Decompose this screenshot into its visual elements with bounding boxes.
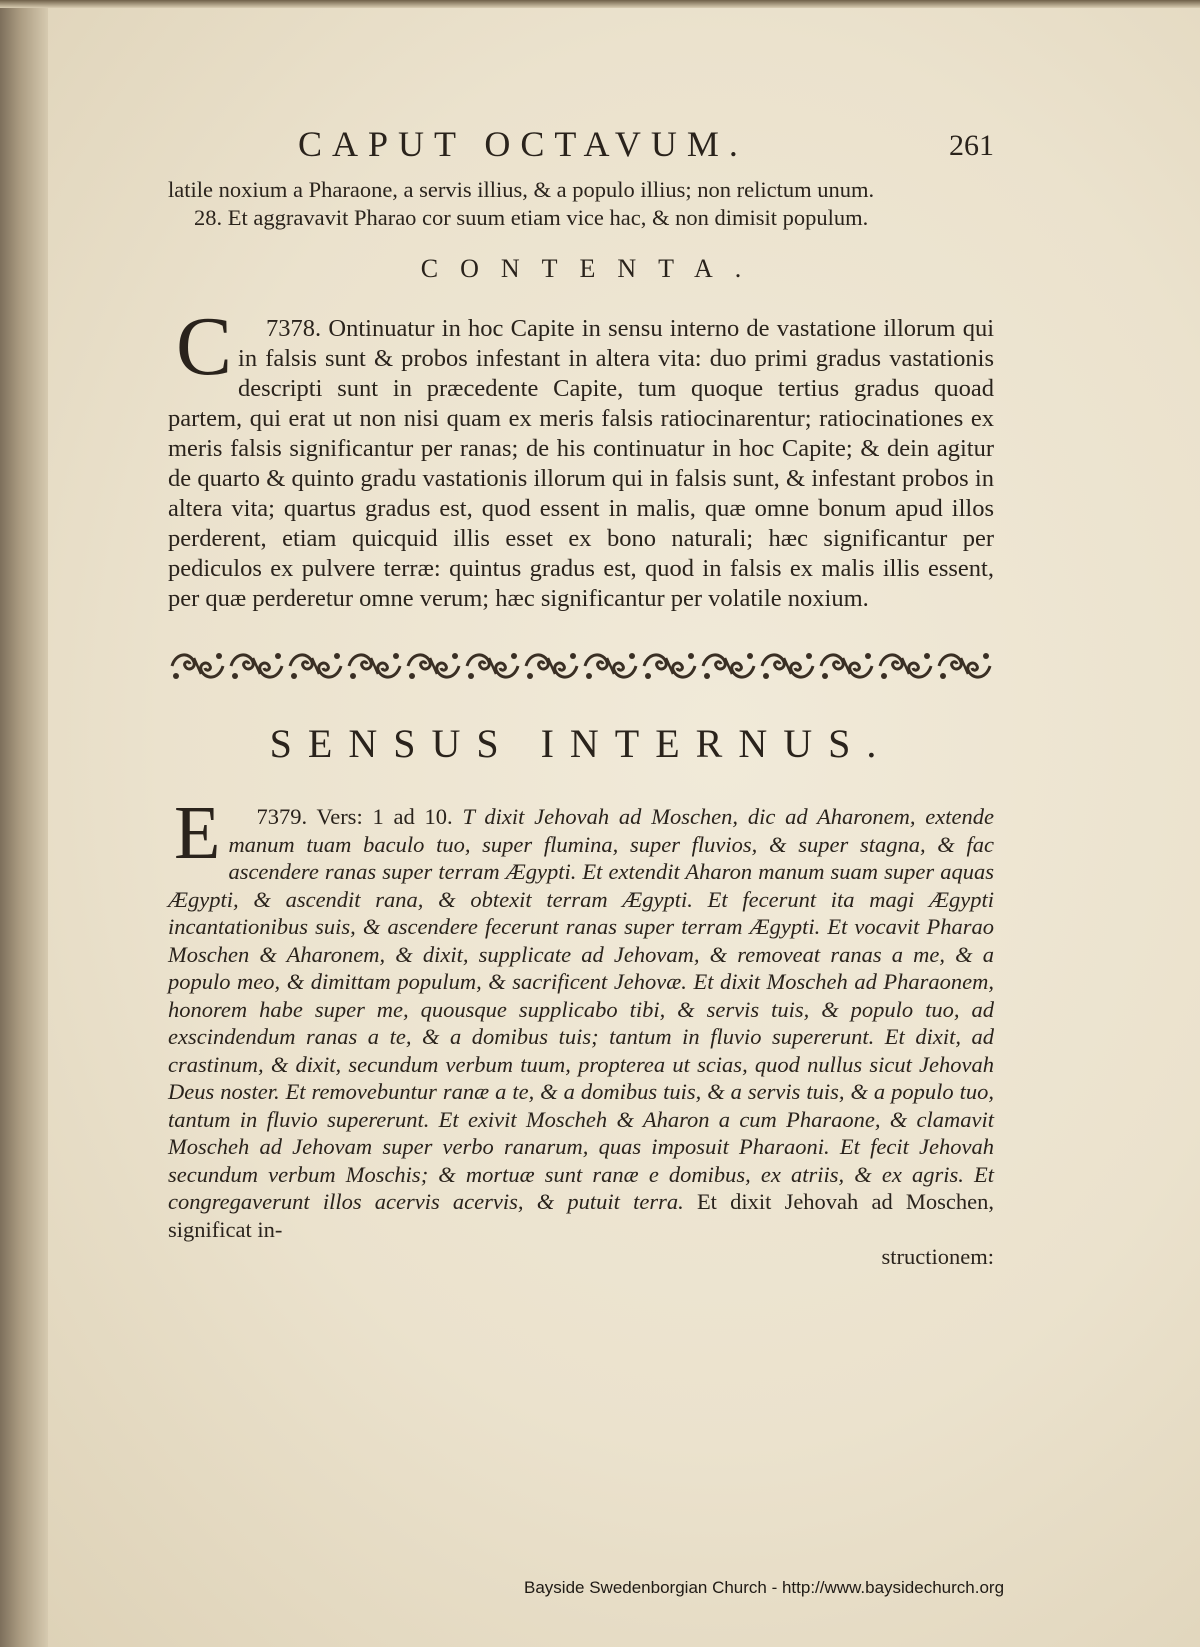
paragraph-number: 7379. [256, 804, 308, 829]
page-header [168, 118, 994, 176]
sensus-internus-heading: SENSUS INTERNUS. [269, 721, 893, 766]
ornament-border [168, 648, 994, 684]
drop-cap: C [176, 300, 233, 393]
continuation-text: latile noxium a Pharaone, a servis illius, & a populo illius; non relictum unum. [168, 177, 875, 202]
contenta-heading: CONTENTA. [420, 254, 764, 283]
sensus-paragraph [168, 791, 995, 1243]
verse-reference: Vers: 1 ad 10. [316, 804, 453, 829]
verse-28: 28. Et aggravavit Pharao cor suum etiam vice hac, & non dimisit populum. [194, 205, 869, 230]
paragraph-number: 7378. [266, 315, 322, 342]
footer-credit: Bayside Swedenborgian Church - http://www.baysidechurch.org [524, 1578, 1005, 1597]
contenta-body: Ontinuatur in hoc Capite in sensu interno de vastatione illorum qui in falsis sunt & probos infestant in altera vita: duo primi gradus vastationis descripti sunt in præcedente Capite, tum quoque tertius gradus quoad partem, qui erat ut non nisi quam ex meris falsis ratiocinarentur; ratiocinationes ex meris falsis significantur per ranas; de his continuatur in hoc Capite; & dein agitur de quarto & quinto gradu vastationis illorum qui in falsis sunt, & infestant probos in altera vita; quartus gradus est, quod essent in malis, quæ omne bonum apud illos perderent, etiam quicquid illis esset ex bono naturali; hæc significantur per pediculos ex pulvere terræ: quintus gradus est, quod in falsis ex malis illis essent, per quæ perderetur omne verum; hæc significantur per volatile noxium. [168, 315, 995, 612]
book-binding-shadow [0, 0, 48, 1647]
drop-cap: E [174, 791, 221, 875]
page-top-edge [0, 0, 1200, 8]
page-content [168, 118, 994, 1271]
running-title: CAPUT OCTAVUM. [298, 124, 748, 164]
scripture-text: T dixit Jehovah ad Moschen, dic ad Aharonem, extende manum tuam baculo tuo, super flumina, super fluvios, & super stagna, & fac ascendere ranas super terram Ægypti. Et extendit Aharon manum suam super aquas Ægypti, & ascendit rana, & obtexit terram Ægypti. Et fecerunt ita magi Ægypti incantationibus suis, & ascendere fecerunt ranas super terram Ægypti. Et vocavit Pharao Moschen & Aharonem, & dixit, supplicate ad Jehovam, & removeat ranas a me, & a populo meo, & dimittam populum, & sacrificent Jehovæ. Et dixit Moscheh ad Pharaonem, honorem habe super me, quousque supplicabo tibi, & servis tuis, & populo tuo, ad exscindendum ranas a te, & a domibus tuis; tantum in fluvio supererunt. Et dixit, ad crastinum, & dixit, secundum verbum tuum, propterea ut scias, quod nullus sicut Jehovah Deus noster. Et removebuntur ranæ a te, & a domibus tuis, & a servis tuis, & a populo tuo, tantum in fluvio supererunt. Et exivit Moscheh & Aharon a cum Pharaone, & clamavit Moscheh ad Jehovam super verbo ranarum, quas imposuit Pharaoni. Et fecit Jehovah secundum verbum Moschis; & mortuæ sunt ranæ e domibus, ex atriis, & ex agris. Et congregaverunt illos acervis acervis, & putuit terra. [168, 804, 995, 1214]
catchword: structionem: [881, 1244, 994, 1269]
commentary-text: Et dixit Jehovah ad Moschen, significat in- [168, 1189, 995, 1242]
page-number: 261 [949, 129, 994, 162]
contenta-paragraph [168, 300, 995, 614]
